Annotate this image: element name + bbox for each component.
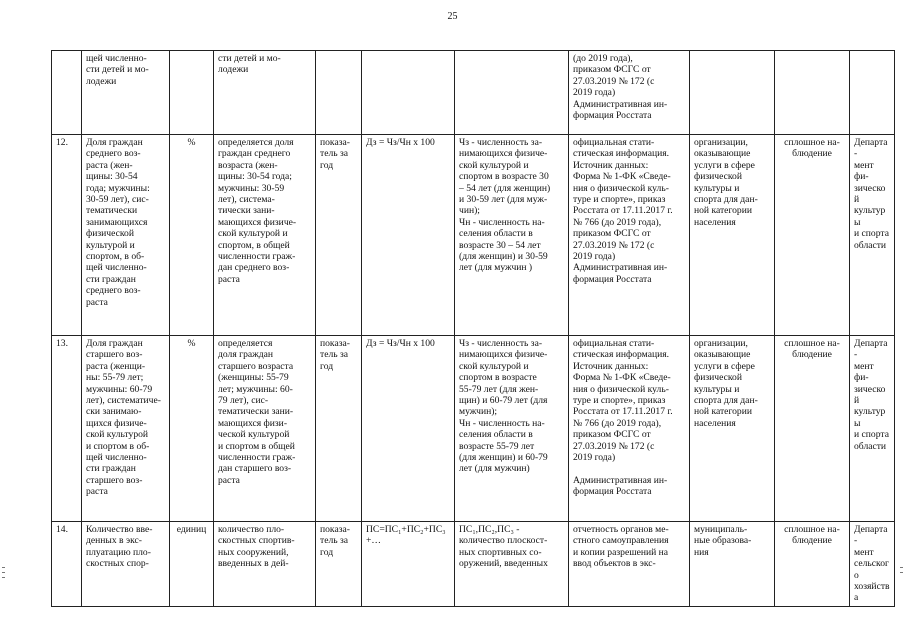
cell-formula	[362, 51, 455, 135]
scan-edge-mark	[2, 577, 5, 578]
cell-collection-method: сплошное на- блюдение	[775, 135, 850, 336]
cell-formula: Дз = Чз/Чн х 100	[362, 135, 455, 336]
table-row-continued	[52, 51, 895, 135]
cell-number	[52, 51, 82, 135]
cell-definition: сти детей и мо- лодежи	[214, 51, 316, 135]
indicator-table	[51, 50, 895, 607]
cell-period: показа- тель за год	[316, 135, 362, 336]
cell-number: 13.	[52, 336, 82, 522]
cell-unit	[170, 51, 214, 135]
cell-definition: определяется доля граждан среднего возраста (жен- щины: 30-54 года; мужчины: 30-59 лет), система- тически зани- мающихся физиче- ской культурой и спортом, в общей численности граж- дан среднего воз- раста	[214, 135, 316, 336]
cell-formula: ПС=ПС₁+ПС₂+ПС₃+…	[362, 522, 455, 607]
cell-data-source: официальная стати- стическая информация. Источник данных: Форма № 1-ФК «Сведе- ния о физической куль- туре и спорте», приказ Росстата от 17.11.2017 г. № 766 (до 2019 года), приказом ФСГС от 27.03.2019 № 172 (с 2019 года) Административная ин- формация Росстата	[569, 336, 690, 522]
page-number: 25	[447, 11, 458, 22]
cell-number: 12.	[52, 135, 82, 336]
cell-observation-object: организации, оказывающие услуги в сфере физической культуры и спорта для дан- ной категории населения	[690, 135, 775, 336]
cell-data-source: (до 2019 года), приказом ФСГС от 27.03.2019 № 172 (с 2019 года) Административная ин- формация Росстата	[569, 51, 690, 135]
cell-unit: единиц	[170, 522, 214, 607]
cell-indicator-name: Количество вве- денных в экс- плуатацию пло- скостных спор-	[82, 522, 170, 607]
cell-responsible: Департа- мент фи- зической культуры и спорта области	[850, 135, 895, 336]
cell-indicator-name: Доля граждан среднего воз- раста (жен- щины: 30-54 года; мужчины: 30-59 лет), сис- тематически занимающихся физической культурой и спортом, в об- щей численно- сти граждан среднего воз- раста	[82, 135, 170, 336]
cell-unit: %	[170, 135, 214, 336]
table-row-14	[52, 522, 895, 607]
cell-collection-method: сплошное на- блюдение	[775, 336, 850, 522]
cell-indicator-name: щей численно- сти детей и мо- лодежи	[82, 51, 170, 135]
cell-data-source: официальная стати- стическая информация. Источник данных: Форма № 1-ФК «Сведе- ния о физической куль- туре и спорте», приказ Росстата от 17.11.2017 г. № 766 (до 2019 года), приказом ФСГС от 27.03.2019 № 172 (с 2019 года) Административная ин- формация Росстата	[569, 135, 690, 336]
cell-unit: %	[170, 336, 214, 522]
cell-indicator-name: Доля граждан старшего воз- раста (женщи- ны: 55-79 лет; мужчины: 60-79 лет), систематиче- ски занимаю- щихся физиче- ской культурой и спортом в об- щей численно- сти граждан старшего воз- раста	[82, 336, 170, 522]
scan-edge-mark	[900, 567, 903, 568]
cell-variables: Чз - численность за- нимающихся физиче- ской культурой и спортом в возрасте 30 – 54 лет (для женщин) и 30-59 лет (для муж- чин); Чн - численность на- селения области в возрасте 30 – 54 лет (для женщин) и 30-59 лет (для мужчин )	[455, 135, 569, 336]
cell-definition: определяется доля граждан старшего возраста (женщины: 55-79 лет; мужчины: 60- 79 лет), сис- тематически зани- мающихся физи- ческой культурой и спортом в общей численности граж- дан старшего воз- раста	[214, 336, 316, 522]
scan-edge-mark	[900, 572, 903, 573]
cell-collection-method: сплошное на- блюдение	[775, 522, 850, 607]
cell-data-source: отчетность органов ме- стного самоуправления и копии разрешений на ввод объектов в экс-	[569, 522, 690, 607]
cell-variables	[455, 51, 569, 135]
cell-period	[316, 51, 362, 135]
cell-formula: Дз = Чз/Чн х 100	[362, 336, 455, 522]
table-row-12	[52, 135, 895, 336]
scan-edge-mark	[2, 567, 5, 568]
cell-responsible: Департа- мент фи- зической культуры и спорта области	[850, 336, 895, 522]
table-row-13	[52, 336, 895, 522]
cell-period: показа- тель за год	[316, 336, 362, 522]
cell-responsible	[850, 51, 895, 135]
cell-variables: ПС₁,ПС₂,ПС₃ - количество плоскост- ных спортивных со- оружений, введенных	[455, 522, 569, 607]
cell-observation-object: муниципаль- ные образова- ния	[690, 522, 775, 607]
cell-observation-object: организации, оказывающие услуги в сфере физической культуры и спорта для дан- ной категории населения	[690, 336, 775, 522]
cell-responsible: Департа- мент сельского хозяйства	[850, 522, 895, 607]
scan-edge-mark	[2, 572, 5, 573]
cell-variables: Чз - численность за- нимающихся физиче- ской культурой и спортом в возрасте 55-79 лет (для жен- щин) и 60-79 лет (для мужчин); Чн - численность на- селения области в возрасте 55-79 лет (для женщин) и 60-79 лет (для мужчин)	[455, 336, 569, 522]
cell-number: 14.	[52, 522, 82, 607]
cell-definition: количество пло- скостных спортив- ных сооружений, введенных в дей-	[214, 522, 316, 607]
cell-period: показа- тель за год	[316, 522, 362, 607]
cell-observation-object	[690, 51, 775, 135]
cell-collection-method	[775, 51, 850, 135]
